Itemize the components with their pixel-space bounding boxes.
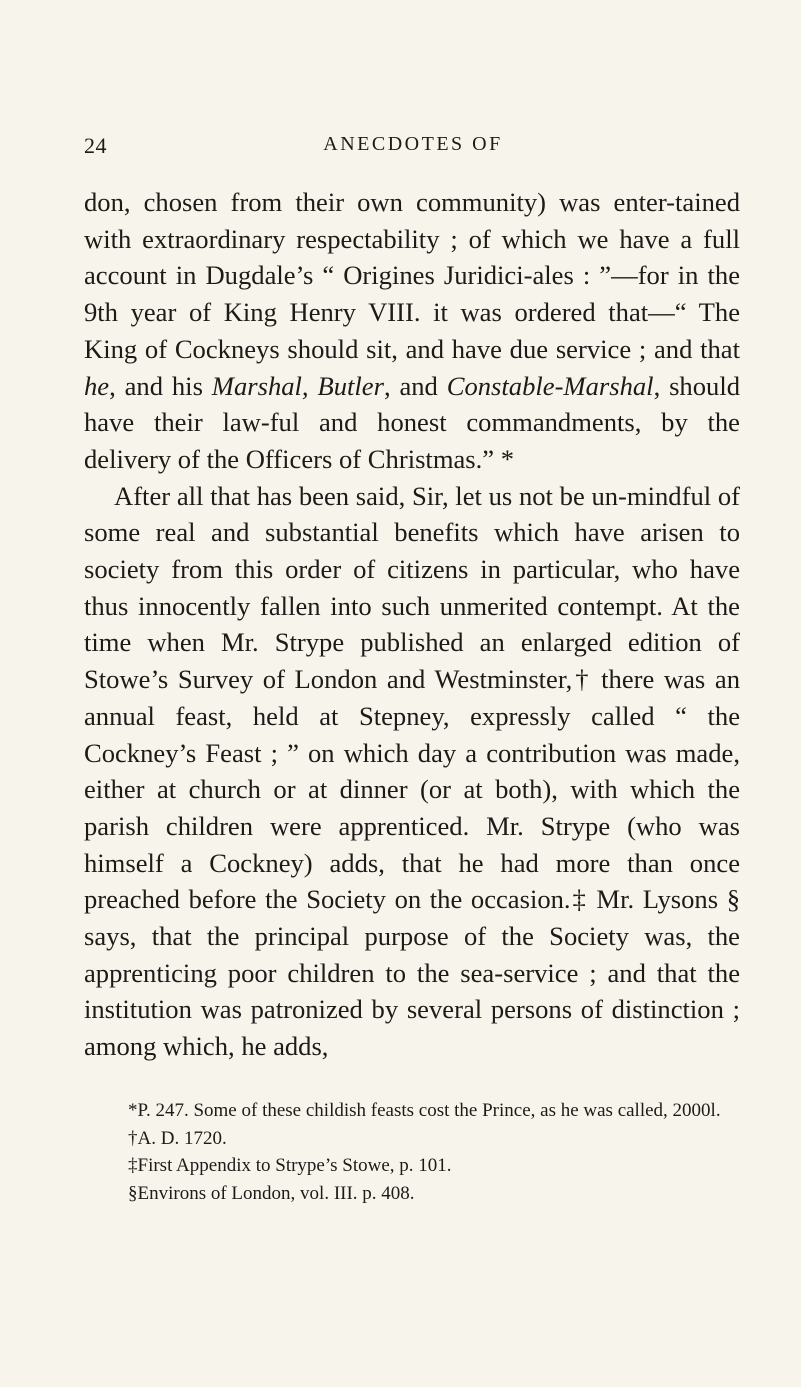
paragraph-1-part-a: don, chosen from their own community) was enter-tained with extraordinary respectability ; of which we have a full account in Dugdale’s “ Origines Juridici-ales : ”—for in the 9th year of King Henry VIII. it was ordered that—“ The King of Cockneys should sit, and have due service ; and that [84, 187, 740, 364]
paragraph-1-part-d: , should have their law-ful and honest commandments, by the delivery of the Officers of Christmas.” * [84, 370, 741, 474]
page-number: 24 [84, 133, 107, 158]
footnote-text: A. D. 1720. [137, 1127, 227, 1149]
body-text [84, 184, 740, 1065]
footnotes [84, 1097, 740, 1207]
footnote-mark: † [128, 1127, 138, 1149]
italic-marshal: Marshal, [211, 370, 309, 401]
footnote-4 [84, 1180, 740, 1208]
italic-butler: Butler [317, 370, 384, 401]
footnote-text: Environs of London, vol. III. p. 408. [137, 1182, 415, 1204]
paragraph-1 [84, 184, 740, 478]
footnote-mark: § [128, 1182, 138, 1204]
footnote-2 [84, 1125, 740, 1153]
paragraph-1-part-c: , and [383, 370, 447, 401]
italic-constable-marshal: Constable-Marshal [446, 370, 654, 401]
paragraph-2: After all that has been said, Sir, let us not be un-mindful of some real and substantial benefits which have arisen to society from this order of citizens in particular, who have thus innocently fallen into such unmerited contempt. At the time when Mr. Strype published an enlarged edition of Stowe’s Survey of London and Westminster,† there was an annual feast, held at Stepney, expressly called “ the Cockney’s Feast ; ” on which day a contribution was made, either at church or at dinner (or at both), with which the parish children were apprenticed. Mr. Strype (who was himself a Cockney) adds, that he had more than once preached before the Society on the occasion.‡ Mr. Lysons § says, that the principal purpose of the Society was, the apprenticing poor children to the sea-service ; and that the institution was patronized by several persons of distinction ; among which, he adds, [84, 480, 740, 1062]
running-title: ANECDOTES OF [323, 133, 503, 155]
italic-he: he [84, 370, 110, 401]
footnote-text: First Appendix to Strype’s Stowe, p. 101. [137, 1155, 452, 1176]
footnote-mark: ‡ [128, 1155, 138, 1176]
footnote-1 [84, 1097, 740, 1125]
footnote-text: P. 247. Some of these childish feasts cost the Prince, as he was called, 2000l. [137, 1100, 721, 1121]
paragraph-1-part-b: , and his [109, 370, 212, 401]
running-head [84, 133, 742, 163]
footnote-mark: * [128, 1100, 138, 1121]
footnote-3 [84, 1152, 740, 1180]
